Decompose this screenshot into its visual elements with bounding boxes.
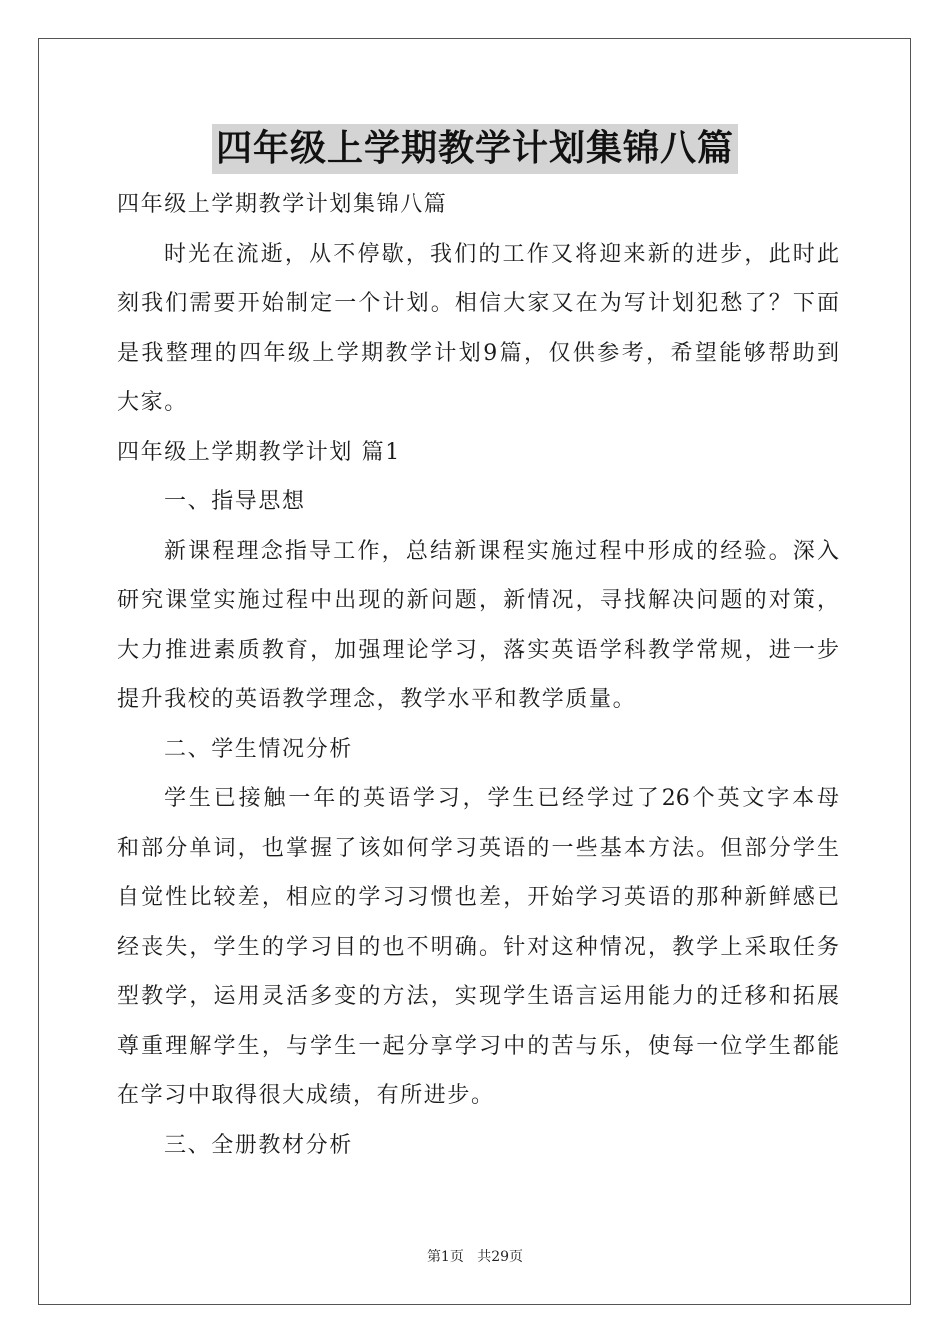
paragraph-line: 提升我校的英语教学理念，教学水平和教学质量。 (117, 687, 637, 712)
paragraph-line: 在学习中取得很大成绩，有所进步。 (117, 1083, 495, 1108)
subsection-heading: 二、学生情况分析 (164, 736, 353, 762)
document-body (117, 180, 839, 1170)
paragraph-line: 经丧失，学生的学习目的也不明确。针对这种情况，教学上采取任务 (117, 934, 839, 960)
paragraph-line: 尊重理解学生，与学生一起分享学习中的苦与乐，使每一位学生都能 (117, 1033, 839, 1059)
subtitle-line: 四年级上学期教学计划集锦八篇 (117, 192, 448, 217)
paragraph-line: 自觉性比较差，相应的学习习惯也差，开始学习英语的那种新鲜感已 (117, 885, 839, 910)
current-page-label: 第1页 (426, 1249, 464, 1265)
paragraph-line: 新课程理念指导工作，总结新课程实施过程中形成的经验。深入 (164, 538, 839, 564)
paragraph-line: 是我整理的四年级上学期教学计划9篇，仅供参考，希望能够帮助到 (117, 340, 839, 366)
title-container (0, 124, 950, 174)
paragraph-line: 大力推进素质教育，加强理论学习，落实英语学科教学常规，进一步 (117, 637, 839, 663)
paragraph-line: 学生已接触一年的英语学习，学生已经学过了26个英文字本母 (164, 786, 839, 811)
paragraph-line: 和部分单词，也掌握了该如何学习英语的一些基本方法。但部分学生 (117, 835, 839, 861)
subsection-heading: 三、全册教材分析 (164, 1132, 353, 1158)
paragraph-line: 刻我们需要开始制定一个计划。相信大家又在为写计划犯愁了？下面 (117, 291, 839, 316)
paragraph-line: 型教学，运用灵活多变的方法，实现学生语言运用能力的迁移和拓展 (117, 984, 839, 1009)
subsection-heading: 一、指导思想 (164, 489, 306, 514)
total-pages-label: 共29页 (477, 1249, 524, 1265)
page-footer (0, 1247, 950, 1267)
document-title: 四年级上学期教学计划集锦八篇 (212, 124, 738, 174)
paragraph-line: 时光在流逝，从不停歇，我们的工作又将迎来新的进步，此时此 (164, 241, 839, 267)
paragraph-line: 研究课堂实施过程中出现的新问题，新情况，寻找解决问题的对策， (117, 588, 839, 613)
section-heading: 四年级上学期教学计划 篇1 (117, 439, 401, 465)
paragraph-line: 大家。 (117, 390, 188, 415)
